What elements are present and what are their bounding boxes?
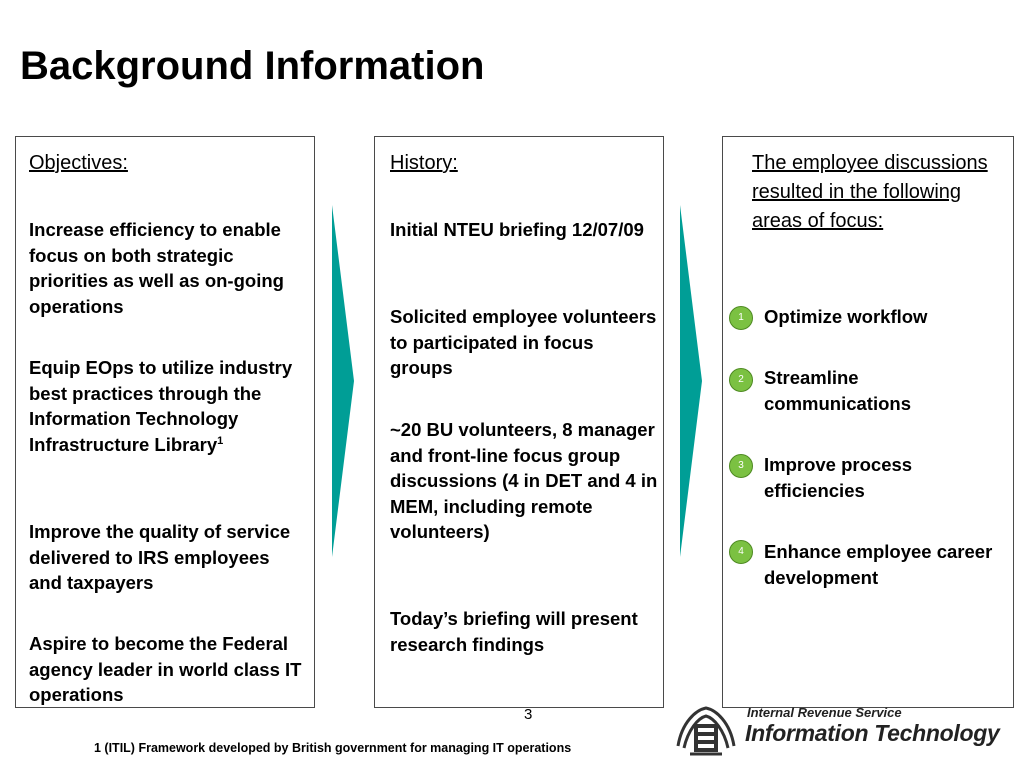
history-panel [374,136,664,708]
history-item: Initial NTEU briefing 12/07/09 [390,219,644,240]
history-heading: History: [390,152,458,174]
right-arrow-icon [330,205,356,557]
objective-item-text: Equip EOps to utilize industry best practices through the Information Technology Infrastructure Library [29,357,293,455]
objective-item [29,355,304,457]
footnote-marker: 1 [217,434,224,447]
focus-item: Optimize workflow [764,306,928,327]
slide-title: Background Information [20,44,485,88]
objective-item: Aspire to become the Federal agency leader in world class IT operations [29,633,302,705]
page-number: 3 [524,706,533,723]
objectives-panel [15,136,315,708]
objective-item: Increase efficiency to enable focus on both strategic priorities as well as on-going operations [29,219,284,317]
logo-line-1: Internal Revenue Service [747,705,902,720]
history-item: Today’s briefing will present research findings [390,608,638,655]
history-item: Solicited employee volunteers to participated in focus groups [390,306,657,378]
focus-item: Streamline communications [764,367,911,414]
logo-line-2: Information Technology [745,720,1000,746]
focus-item: Improve process efficiencies [764,454,913,501]
footnote: 1 (ITIL) Framework developed by British government for managing IT operations [94,741,572,755]
objectives-heading: Objectives: [29,152,128,174]
focus-areas-panel [722,136,1014,708]
irs-eagle-icon [672,702,740,758]
objective-item: Improve the quality of service delivered to IRS employees and taxpayers [29,521,291,593]
number-badge: 3 [729,454,753,478]
number-badge: 2 [729,368,753,392]
right-arrow-icon [678,205,704,557]
number-badge: 1 [729,306,753,330]
focus-heading: The employee discussions resulted in the following areas of focus: [752,152,988,232]
number-badge: 4 [729,540,753,564]
history-item: ~20 BU volunteers, 8 manager and front-line focus group discussions (4 in DET and 4 in MEM, including remote volunteers) [390,419,658,542]
focus-item: Enhance employee career development [764,541,993,588]
